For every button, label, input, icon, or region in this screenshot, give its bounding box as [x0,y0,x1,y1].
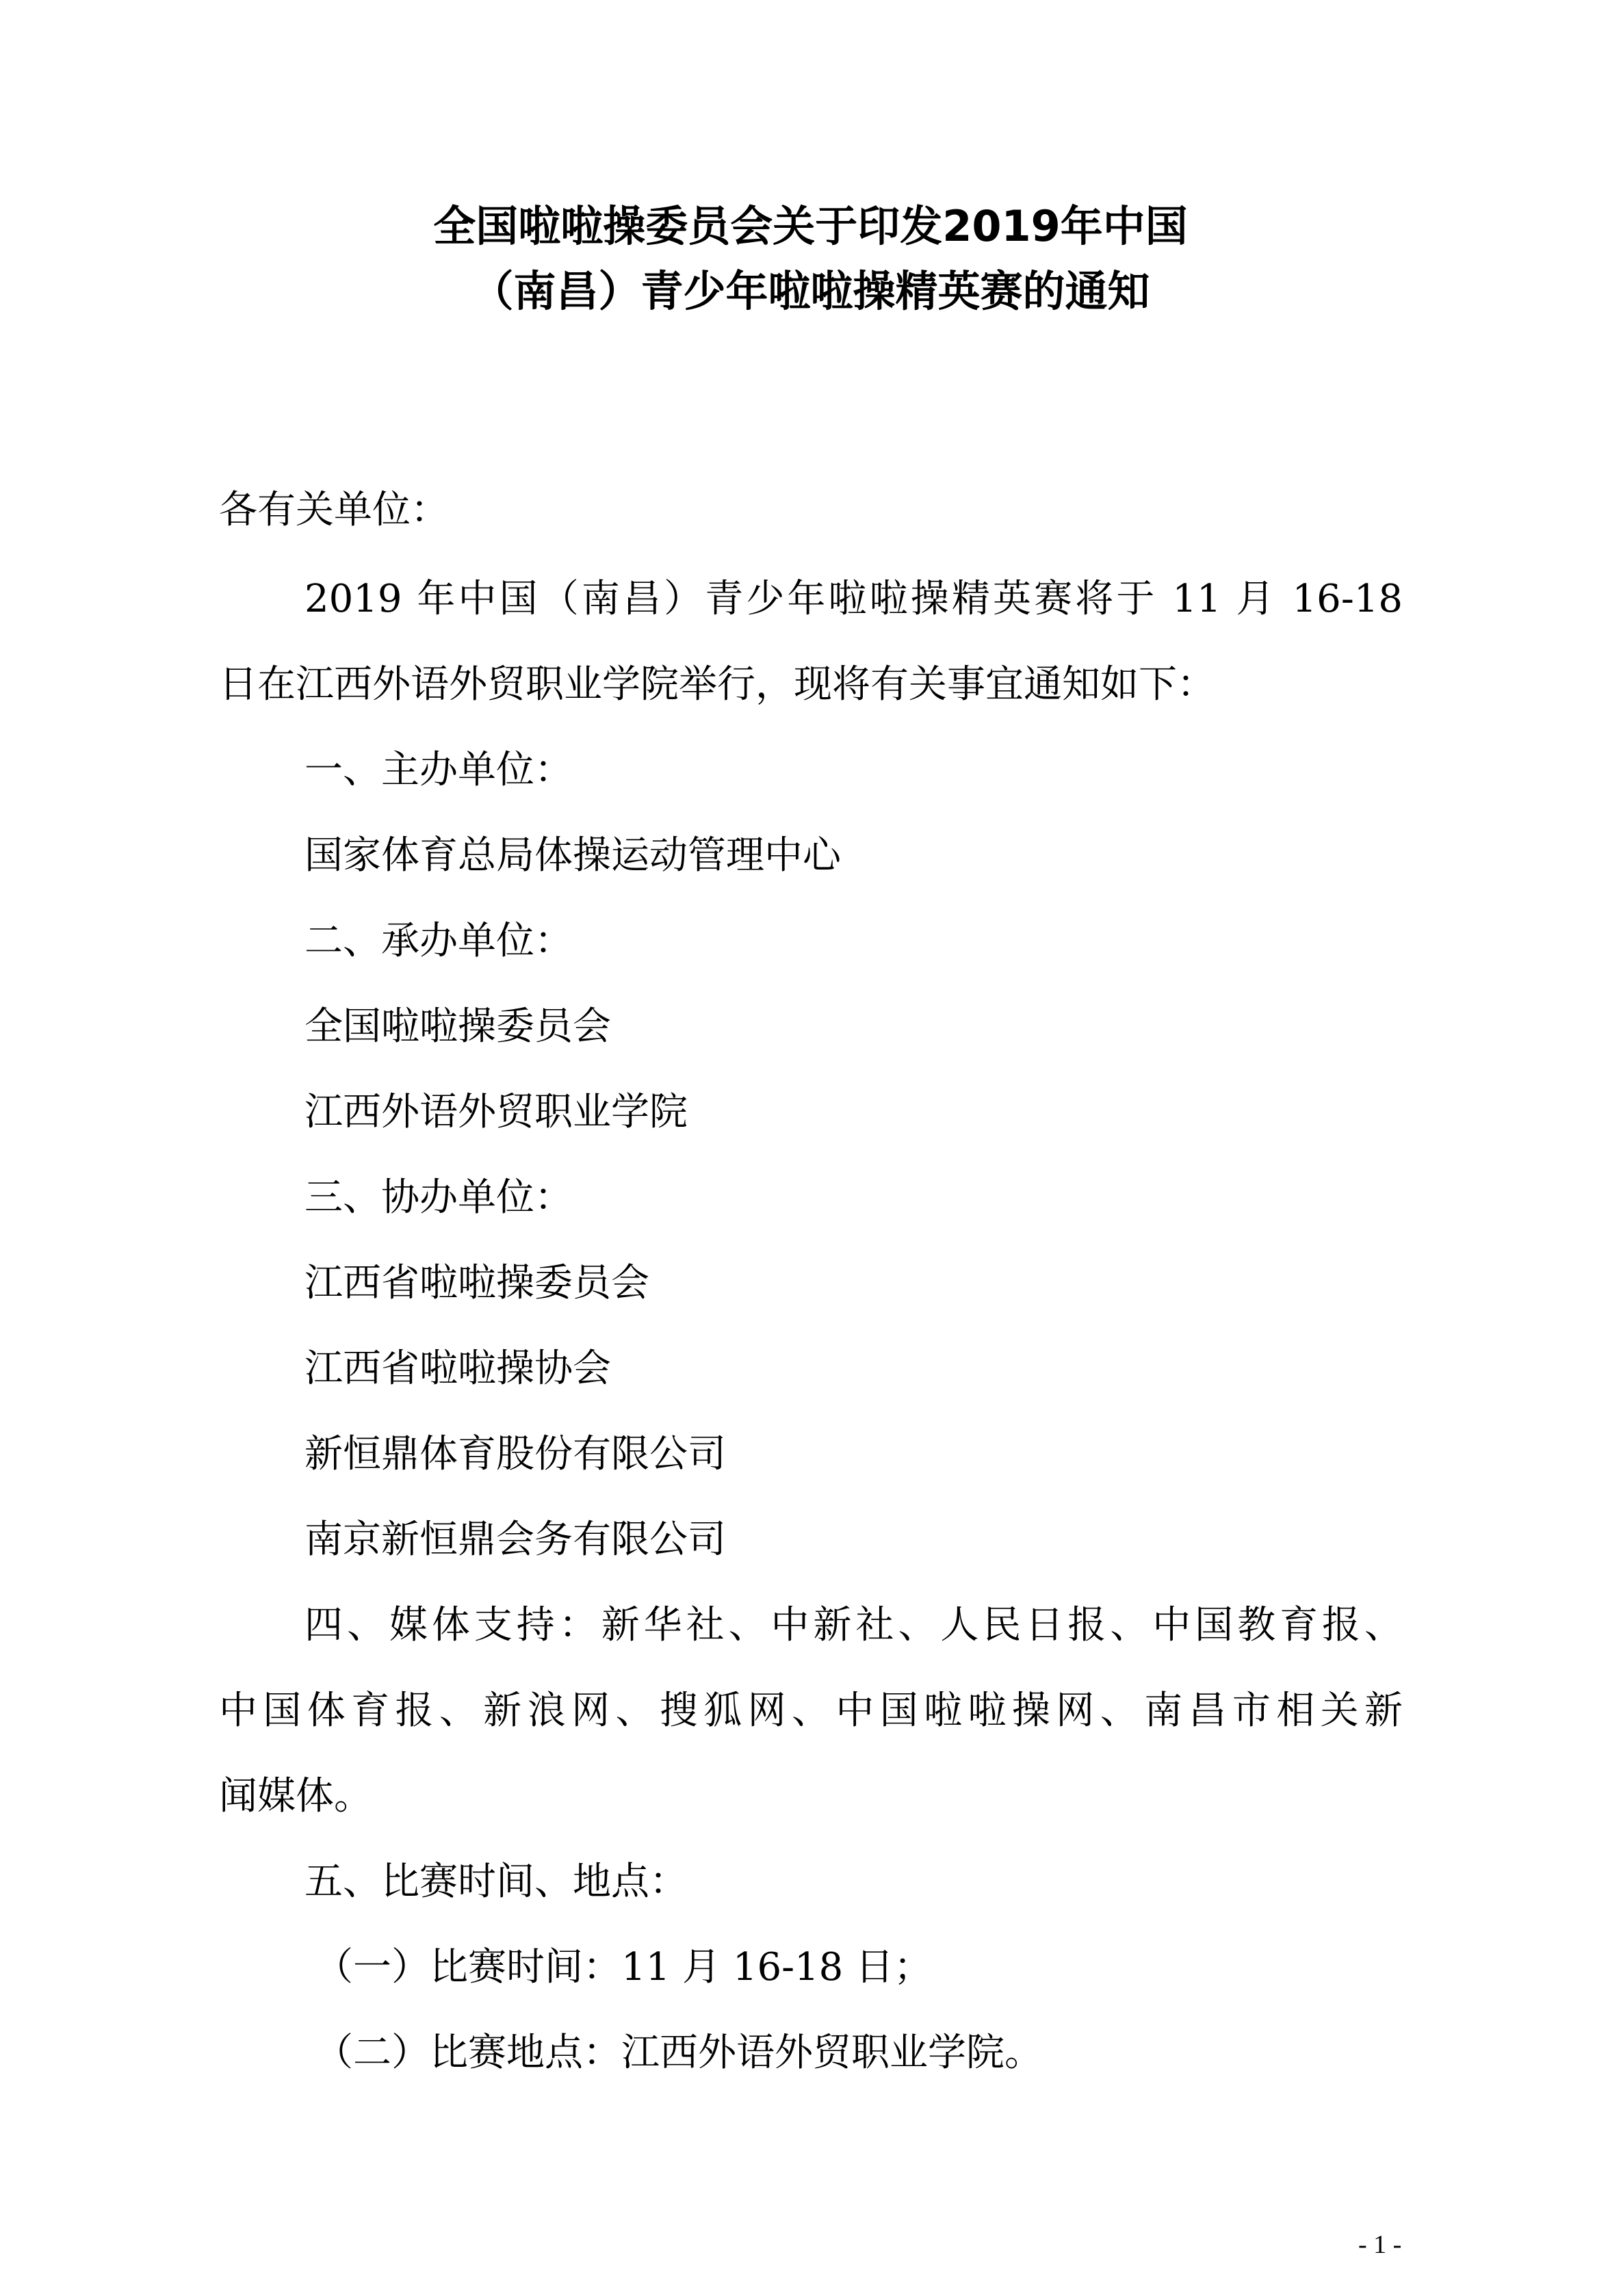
section-3-item: 江西省啦啦操委员会 [304,1261,649,1305]
section-2-heading: 二、承办单位： [304,919,573,963]
section-4-line-3: 闻媒体。 [219,1774,372,1818]
document-title-line-2: （南昌）青少年啦啦操精英赛的通知 [471,266,1150,316]
intro-paragraph-line-2: 日在江西外语外贸职业学院举行，现将有关事宜通知如下： [219,662,1215,707]
section-3-item: 南京新恒鼎会务有限公司 [304,1517,726,1562]
section-4-line-1: 四、媒体支持：新华社、中新社、人民日报、中国教育报、 [304,1603,1403,1647]
intro-paragraph-line-1: 2019 年中国（南昌）青少年啦啦操精英赛将于 11 月 16-18 [304,577,1403,621]
section-5-heading: 五、比赛时间、地点： [304,1860,688,1904]
section-2-item: 江西外语外贸职业学院 [304,1090,688,1134]
page-number: - 1 - [1358,2230,1402,2259]
section-5-item: （二）比赛地点：江西外语外贸职业学院。 [315,2031,1043,2075]
section-5-item: （一）比赛时间：11 月 16-18 日； [315,1945,933,1990]
section-4-line-2: 中国体育报、新浪网、搜狐网、中国啦啦操网、南昌市相关新 [219,1688,1403,1733]
salutation: 各有关单位： [219,488,449,532]
section-1-item: 国家体育总局体操运动管理中心 [304,833,841,878]
document-title-line-1: 全国啦啦操委员会关于印发2019年中国 [433,201,1188,251]
section-1-heading: 一、主办单位： [304,748,573,792]
section-3-item: 江西省啦啦操协会 [304,1346,611,1391]
section-3-item: 新恒鼎体育股份有限公司 [304,1432,726,1476]
section-2-item: 全国啦啦操委员会 [304,1004,611,1049]
section-3-heading: 三、协办单位： [304,1175,573,1220]
